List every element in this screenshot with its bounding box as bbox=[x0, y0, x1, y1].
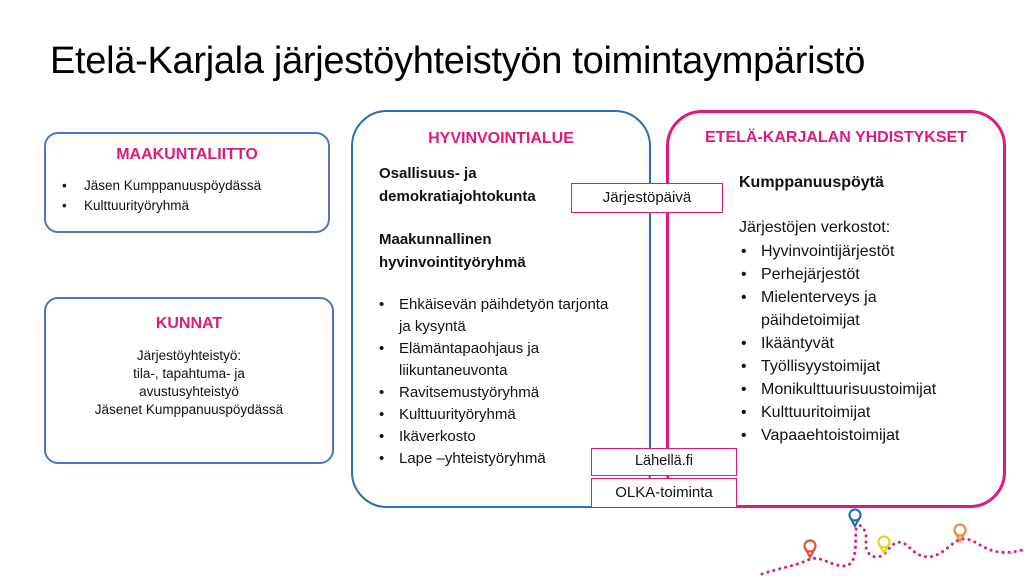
kunnat-heading: KUNNAT bbox=[155, 315, 223, 332]
pin-red-icon bbox=[805, 541, 816, 558]
list-item: • Ikääntyvät bbox=[761, 332, 1003, 355]
osallisuus-johtokunta: Osallisuus- ja demokratiajohtokunta bbox=[379, 165, 536, 205]
kunnat-line: tila-, tapahtuma- ja bbox=[133, 366, 245, 381]
kunnat-text bbox=[46, 347, 332, 419]
maakuntaliitto-box bbox=[44, 132, 330, 233]
hyvinvointialue-heading: HYVINVOINTIALUE bbox=[428, 130, 574, 147]
list-item: • Kulttuuritoimijat bbox=[761, 401, 1003, 424]
lahella-tag: Lähellä.fi bbox=[591, 448, 737, 476]
list-item: • Ravitsemustyöryhmä bbox=[399, 382, 609, 404]
list-item: • Ikäverkosto bbox=[399, 426, 609, 448]
list-item: • Hyvinvointijärjestöt bbox=[761, 240, 1003, 263]
decorative-path bbox=[760, 500, 1024, 576]
hyvinvointityoryhma: Maakunnallinen hyvinvointityöryhmä bbox=[379, 231, 526, 271]
list-item: • Kulttuurityöryhmä bbox=[84, 196, 328, 216]
hyvinvointialue-list bbox=[353, 294, 609, 470]
list-item: • Monikulttuurisuustoimijat bbox=[761, 378, 1003, 401]
verkostot-list bbox=[669, 240, 1003, 447]
verkostot-label: Järjestöjen verkostot: bbox=[739, 219, 891, 236]
olka-tag: OLKA-toiminta bbox=[591, 478, 737, 508]
pin-yellow-icon bbox=[879, 537, 890, 554]
maakuntaliitto-heading: MAAKUNTALIITTO bbox=[116, 146, 258, 163]
list-item: • Työllisyystoimijat bbox=[761, 355, 1003, 378]
slide-title: Etelä-Karjala järjestöyhteistyön toimintaympäristö bbox=[50, 40, 866, 82]
kunnat-line: avustusyhteistyö bbox=[139, 384, 239, 399]
list-item: • Mielenterveys ja päihdetoimijat bbox=[761, 286, 931, 332]
pin-blue-icon bbox=[850, 510, 861, 527]
list-item: • Jäsen Kumppanuuspöydässä bbox=[84, 176, 328, 196]
list-item: • Elämäntapaohjaus ja liikuntaneuvonta bbox=[399, 338, 609, 382]
list-item: • Kulttuurityöryhmä bbox=[399, 404, 609, 426]
yhdistykset-heading: ETELÄ-KARJALAN YHDISTYKSET bbox=[705, 129, 967, 146]
kumppanuuspoyta-label: Kumppanuuspöytä bbox=[739, 174, 884, 191]
list-item: • Ehkäisevän päihdetyön tarjonta ja kysyntä bbox=[399, 294, 609, 338]
maakuntaliitto-list bbox=[46, 176, 328, 216]
list-item: • Lape –yhteistyöryhmä bbox=[399, 448, 609, 470]
jarjestopaiva-tag: Järjestöpäivä bbox=[571, 183, 723, 213]
list-item: • Vapaaehtoistoimijat bbox=[761, 424, 1003, 447]
list-item: • Perhejärjestöt bbox=[761, 263, 1003, 286]
kunnat-box bbox=[44, 297, 334, 464]
kunnat-line: Järjestöyhteistyö: bbox=[136, 348, 242, 363]
kunnat-line: Jäsenet Kumppanuuspöydässä bbox=[94, 402, 284, 417]
